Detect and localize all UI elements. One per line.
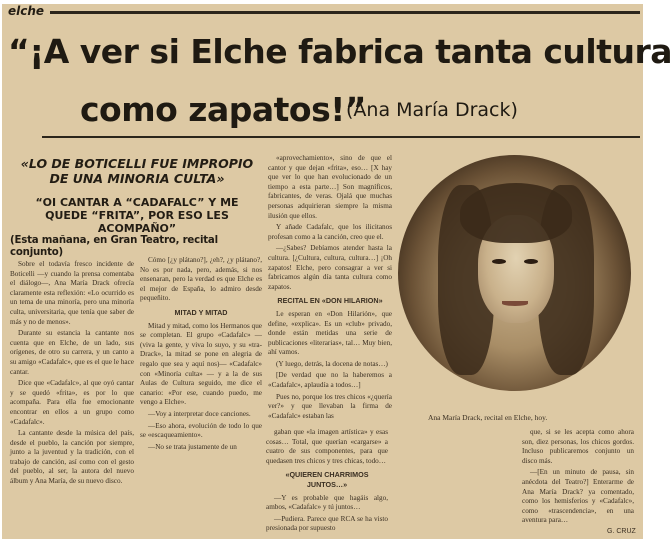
headline-line-1: “¡A ver si Elche fabrica tanta cultura <box>8 32 672 71</box>
eye-shape <box>492 259 506 264</box>
crosshead: MITAD Y MITAD <box>174 307 228 317</box>
article-column-4 <box>266 428 388 538</box>
newspaper-clipping <box>2 4 672 539</box>
portrait-photo <box>398 155 631 391</box>
paragraph: —Pudiera. Parece que RCA se ha visto presionada por supuesto <box>266 514 388 533</box>
headline-line-2: como zapatos!” <box>80 90 366 129</box>
paragraph: Durante su estancia la cantante nos cuenta que en Elche, de un lado, sus orígenes, de otro su carrera, y un canto a su amigo «Cadafalc», que es el que le hace cantar. <box>10 329 134 376</box>
crosshead: «QUIEREN CHARRIMOS JUNTOS…» <box>285 470 369 489</box>
top-rule <box>50 11 640 14</box>
paragraph: Cómo [¿y plátano?], ¿eh?, ¿y plátano?, No es por nada, pero, además, si nos ensenaran, pero la verdad es que Elche es el mejor de España, lo admiro desde pequeñito. <box>140 256 262 303</box>
paragraph: Le esperan en «Don Hilarión», que define, «explica». Es un «club» privado, donde están metidas una serie de publicaciones «literarias», tal… Muy bien, ahí vamos. <box>268 309 392 357</box>
paragraph: La cantante desde la música del país, desde el pueblo, la canción por siempre, junto a la juventud y la tradición, con el trabajo de canción, así como con el gesto del pueblo, al ser, la autora del nuevo álbum y Ana María, de su nuevo disco. <box>10 429 134 486</box>
article-column-5 <box>522 428 634 528</box>
portrait-image <box>398 155 631 391</box>
paragraph: —Voy a interpretar doce canciones. <box>148 409 251 418</box>
paragraph: (Y luego, detrás, la docena de notas…) <box>276 359 388 368</box>
article-column-3 <box>268 154 392 426</box>
mouth-shape <box>502 301 528 306</box>
hair-shape <box>460 183 572 243</box>
paragraph: Y añade Cadafalc, que los ilicitanos profesan como a la canción, creo que el. <box>268 223 392 241</box>
section-tag: elche <box>8 4 45 18</box>
article-column-1 <box>10 260 134 520</box>
paragraph: —No se trata justamente de un <box>148 442 237 451</box>
paragraph: —[En un minuto de pausa, sin anécdota del Teatro?] Enterarme de Ana María Drack? ya comentado, como los hemisferios y «Cadafalc», como «trascendencia», en una aventura para… <box>522 468 634 525</box>
paragraph: que, si se les acepta como ahora son, diez personas, los chicos gordos. Incluso publicaremos conjunto un disco más. <box>522 428 634 465</box>
paragraph: Dice que «Cadafalc», al que oyó cantar y se quedó «frita», es por lo que acompaña. Para ella fue emocionante encontrar en ellos a un grupo como «Cadafalc». <box>10 379 134 426</box>
kicker: «LO DE BOTICELLI FUE IMPROPIO DE UNA MINORIA CULTA» <box>20 156 254 186</box>
paragraph: Sobre el todavía fresco incidente de Boticelli —y cuando la prensa comentaba el diálogo—, Ana María Drack ofrecía claramente esta reflexión: «Lo ocurrido es un tema de una minoría, pero una minoría culta, universitaria, que tenía que saber de más y no de menos». <box>10 260 134 326</box>
deck: (Esta mañana, en Gran Teatro, recital conjunto) <box>10 235 218 258</box>
subhead: “OI CANTAR A “CADAFALC” Y ME QUEDE “FRITA”, POR ESO LES ACOMPAÑO” <box>35 196 239 235</box>
crosshead: RECITAL EN «DON HILARION» <box>277 296 383 306</box>
paragraph: gaban que «la imagen artística» y esas cosas… Total, que querían «cargarse» a cuatro de sus componentes, para que quedasen tres chicos y tres chicas, todo… <box>266 428 388 465</box>
headline-rule <box>42 136 640 138</box>
photo-caption: Ana María Drack, recital en Elche, hoy. <box>428 413 548 422</box>
paragraph: Pues no, porque los tres chicos «¿quería ver?» y que llevaban la firma de «Cadafalc» estaban las <box>268 392 392 420</box>
headline-byline: (Ana María Drack) <box>346 99 518 121</box>
article-column-2 <box>140 256 262 451</box>
paragraph: —Eso ahora, evolución de todo lo que se «escaqueamiento». <box>140 421 262 440</box>
paragraph: [De verdad que no la haberemos a «Cadafalc», aplaudía a todos…] <box>268 371 392 390</box>
paragraph: —¿Sabes? Debíamos atender hasta la cultura. [¿Cultura, cultura, cultura…] ¡Oh zapatos! Elche, pero consagrar a ver si fabricamos algún día tanta cultura como zapatos. <box>268 244 392 291</box>
eye-shape <box>524 259 538 264</box>
author-signature: G. CRUZ <box>607 528 636 535</box>
paragraph: Mitad y mitad, como los Hermanos que se completan. El grupo «Cadafalc» —(viva la gente, y viva lo suyo, y su «tra-Drack», la mitad se pone en alegria de regalo que sea y aquí nos)— «Cadafalc» con «Minoría culta» — y a la de sus Aulas de Cultura seguido, me dice el canario: «Por ese, cuando puedo, me vengo a Elche». <box>140 321 262 407</box>
paragraph: «aprovechamiento», sino de que el cantor y que dejan «frita», eso… [X hay que ver lo que han evolucionado de un tiempo a esta parte…] Son magníficos, fabricantes, de veras. Ojalá que muchas personas adquirieran siempre la misma ilusión que ellos. <box>268 154 392 220</box>
paragraph: —Y es probable que hagáis algo, ambos, «Cadafalc» y tú juntos… <box>266 493 388 512</box>
